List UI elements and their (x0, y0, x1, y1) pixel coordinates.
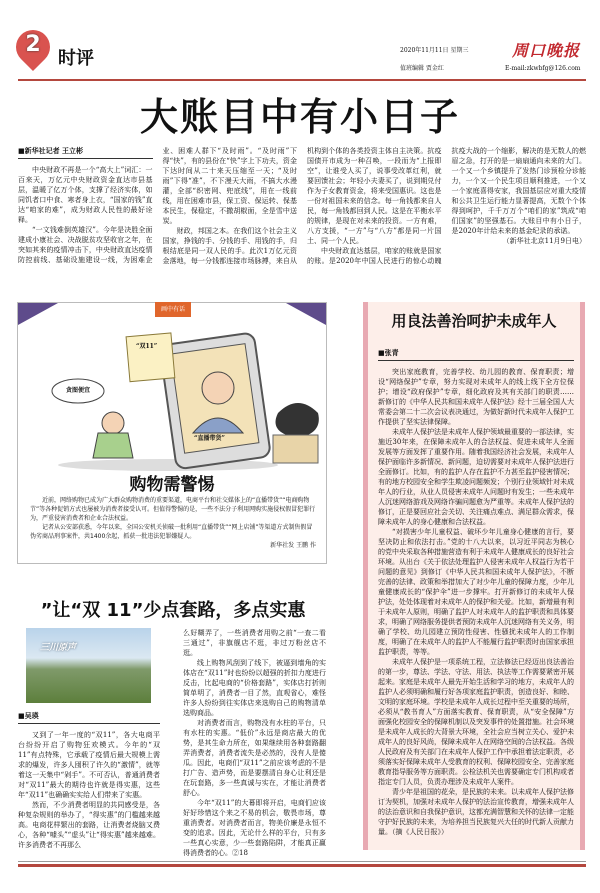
article-body (18, 711, 160, 861)
byline: ■吴瑛 (18, 711, 160, 724)
column-tag: 画中有话 (155, 302, 191, 317)
paragraph: 青少年是祖国的花朵，是民族的未来。以未成年人保护法修订为契机，加强对未成年人保护的法治宣传教育，增强未成年人的法治意识和自我保护意识，这都充满智慧和关怀的法律一定能守护好民族的未来，为培养担当民族复兴大任的时代新人贡献力量。（摘《人民日报》） (378, 788, 574, 836)
header-divider (18, 79, 586, 81)
paragraph: 又到了一年一度的“双11”，各大电商平台纷纷开启了购物狂欢模式。今年的“双11”有点特殊，它承载了疫情后最大规模上需求的爆发，许多人囤积了许久的“激情”，就等着这一天集中“剁手”。不可否认，普通消费者对“双11”最大的期待也许就是得实惠，这些年“双11”也确确实实给人们带来了实惠。 (18, 731, 160, 799)
contact-email: E-mail:zkwbfg@126.com (505, 65, 581, 72)
article-body-continued (183, 628, 326, 857)
byline: ■新华社记者 王立彬 (18, 146, 153, 159)
cartoon-title: 购物需警惕 (129, 475, 215, 495)
editor-credit: 值班编辑 贾金红 (400, 65, 444, 72)
paragraph: 近前，网络购物已成为广大群众购物消费的重要渠道，电商平台和社交媒体上的“直播带货”“电商购物节”等各种促销方式也屡被为消费者接受认可。但值得警惕的是，一些不法分子利用网购实施侵权假冒犯罪行为，严重侵害消费者和企业合法权益。 (30, 497, 316, 522)
paragraph: 么好糊弄了，一些消费者用购之前“一查二看三通过”，非旗舰店不逛，非过万粉丝店不逛。 (183, 629, 326, 657)
footer-divider (18, 864, 586, 867)
dateline: （新华社北京11月9日电） (502, 237, 586, 245)
paragraph: 财政，邦国之本。在我们这个社会主义国家，挣钱的手、分钱的手、用钱的手，归根结底是同一双人民的手。此次1万亿元资金落地，每一分钱都连接市场脉搏，来自从机构到个体的各类投资主体自主决策。抗疫国债开市成为一种召唤，一段而为“上报即空”，让谁受人买了，说事受改革红利，就要回馈社会；年轻小夫妻买了，说到期兑付作为子女教育资金，将来受国惠识。这也是一份对祖国未来的信念。每一角钱都来自人民，每一角钱都回到人民。这是在平衡水平的规律，是现在对未来的投资。一方有难，八方支援，“一方”与“八方”都是同一片国土、同一个人民。 (162, 147, 442, 265)
paragraph: 对消费者而言，购物没有水柱的平台，只有水柱的实惠。“低价”永远是商店最大的优势，是其生命力所在，如果继续用各种套路翻弄消费者，消费者流失是必然的，没有人是傻瓜。因此，电商们“双11”之前应该考虑的不是打广告、造声势，而是要摆清自身心让利还是在玩套路，多一些真诚与实在，才能让消费者舒心。 (183, 719, 326, 797)
paragraph: 中央财政直达基层，咱家的账就是国家的账。是2020年中国人民进行的惊心动魄抗疫大战的一个缩影，解决的是无数人的燃眉之急，打开的是一扇扇通向未来的大门。一个又一个乡镇提升了发热门诊预检分诊能力，一个又一个民生项目顺利推进，一个又一个家庭喜得安家，我国基层应对重大疫情和公共卫生运行能力显著提高，无数个个体得到呵护，千千万万个“咱们的家”筑成“咱们国家”的坚强基石。大账目中有小日子，是2020年计给未来的基金纪录的承诺。 (307, 147, 586, 265)
paragraph: 然而，不少消费者明显的共同感受是，各种复杂规则的举办了，“得实惠”的门槛越来越高。电商花样繁出的套路，让消费者烧脑又费心，各种“噱头”“虚头”让“得实惠”越来越难。许多消费者不再那么 (18, 801, 160, 849)
sidebar-headline: 用良法善治呵护未成年人 (391, 312, 557, 330)
cartoon-credit: 新华社发 王鹏 作 (270, 542, 316, 549)
footer-divider (18, 861, 586, 862)
article-body (18, 146, 586, 266)
phone-label: “直播带货” (194, 435, 225, 442)
headline: 大账目中有小日子 (139, 94, 460, 139)
section-title: 时评 (58, 48, 94, 69)
cartoon-caption (30, 496, 316, 550)
paragraph: 线上购物风刮到了线下，被逼到墙角的实体店在“双11”时也纷纷以超强的折扣力度进行反击，比起电商的“价格套路”，实体店打折则简单明了，消费者一目了然，直观省心，难怪许多人纷纷到往实体店来选购自己的购物清单选购商品。 (183, 659, 326, 717)
paragraph: 未成年人保护是一项系统工程，立法修法已经迈出良法善治的第一步，尊法、学法、守法、用法、执法等工作需要紧密开展起来。家庭是未成年人最先开始生活和学习的地方，未成年人的监护人必须明确和履行好各项家庭监护职责，创造良好、和睦、文明的家庭环境。学校是未成年人成长过程中至关重要的场所，必须从“教书育人”方面落实教育、保育职责，从“安全保障”方面强化校园安全的保障机制以及突发事件的处置措施。社会环境是未成年人成长的大背景大环境，全社会应当树立关心、爱护未成年人的良好风尚，保障未成年人在网络空间的合法权益。各级人民政府及有关部门在未成年人保护工作中承担着法定职责，必须落实好保障未成年人受教育的权利、保障校园安全、完善家庭教育指导服务等方面职责。公检法机关也需要确定专门机构或者指定专门人员，负责办理涉及未成年人案件。 (378, 658, 574, 786)
speech-bubble-text: 贪图便宜 (66, 387, 91, 394)
byline: ■张青 (378, 348, 574, 361)
newspaper-logo: 周口晚报 (512, 41, 581, 60)
headline: ”让“双 11”少点套路，多点实惠 (40, 600, 306, 621)
paragraph: “一文钱难倒英雄汉”。今年是决胜全面建成小康社会、决战脱贫攻坚收官之年，在突如其来的疫情冲击下，中央财政直达疫情防控前线、基础设施建设一线，为困难企业、困难人群下“及时雨”。“及时雨”下得“快”，有的县份在“快”字上下功夫，资金下达时间从二十来天压缩至一天；“及时雨”下得“准”，不下漫天大雨，不搞大水漫灌，全部“织密网、兜底线”，用在一线前线，用在困难市县，保工资、保运转、保基本民生，保稳定，不撒胡椒面，全是雪中送炭。 (18, 147, 297, 264)
photo-label: 三川原声 (40, 643, 77, 653)
paragraph: 未成年人保护法是未成年人保护领域最重要的一部法律，实施近30年来，在保障未成年人的合法权益、促进未成年人全面发展等方面发挥了重要作用。随着我国经济社会发展，未成年人保护面临许多新情况、新问题，迫切需要对未成年人保护法进行全面修订。比如，有的监护人存在监护不力甚至监护侵害情况；有的地方校园安全和学生欺凌问题频发；个别行业领域针对未成年人的行业，从业人员侵害未成年人问题时有发生；一些未成年人沉迷网络游戏及网络诈骗问题愈为严重等。未成年人保护法的修订，正是要回应社会关切、关注痛点难点、满足群众需求，保障未成年人的身心健康和合法权益。 (378, 428, 574, 526)
paragraph: 突出家庭教育，完善学校、幼儿园的教育、保育职责；增设“网络保护”专章，努力实现对未成年人的线上线下全方位保护；增设“政府保护”专章，细化政府及其有关部门的职责……新修订的《中华人民共和国未成年人保护法》经十三届全国人大常委会第二十二次会议表决通过，为做好新时代未成年人保护工作提供了坚实法律保障。 (378, 368, 574, 426)
issue-date: 2020年11月11日 星期三 (400, 47, 469, 54)
cartoon-illustration (18, 313, 328, 473)
sign-text: “双11” (136, 343, 158, 350)
page-number: 2 (25, 32, 41, 57)
sidebar-article-body (378, 348, 574, 848)
paragraph: 今年“双11”的大幕即将开启，电商们应该好好珍惜这个来之不易的机会，敬畏市场，尊重消费者。对消费者而言，物美价廉是永恒不变的追求。因此，无论什么样的平台，只有多一些真心实意，少一些套路陷阱，才能真正赢得消费者的心。②18 (183, 799, 326, 857)
paragraph: “对损害少年儿童权益、破坏少年儿童身心健康的言行，要坚决防止和依法打击。”党的十八大以来，以习近平同志为核心的党中央采取各种措施营造有利于未成年人健康成长的良好社会环境。从出台《关于依法处理监护人侵害未成年人权益行为若干问题的意见》到修订《中华人民共和国未成年人保护法》，不断完善的法律、政策和举措加大了对少年儿童的保障力度，少年儿童健康成长的“保护伞”进一步撑牢。打开新修订的未成年人保护法，处处体现着对未成年人的保护和关爱。比如，新增最有利于未成年人原则，明确了监护人对未成年人的监护职责和具体要求，明确了网络服务提供者预防未成年人沉迷网络有关义务，明确了学校、幼儿园建立预防性侵害、性骚扰未成年人的工作制度，明确了在未成年人的监护人不能履行监护职责时由国家承担监护职责，等等。 (378, 528, 574, 656)
paragraph: 中央财政不再是一个“高大上”词汇：一百来天，万亿元中央财政资金直达市县基层，温暖了亿万个体，支撑了经济实体，如同饥者口中食、寒者身上衣，“国家的钱”直达“咱家的难”，成为财政人民性的最好诠释。 (18, 166, 153, 224)
paragraph: 记者从公安部获悉，今年以来，全国公安机关侦破一批利用“直播带货”“网上店铺”等渠道方式制售假冒伪劣商品刑事案件，共1400余起，抓获一批违法犯罪嫌疑人。 (30, 524, 313, 540)
